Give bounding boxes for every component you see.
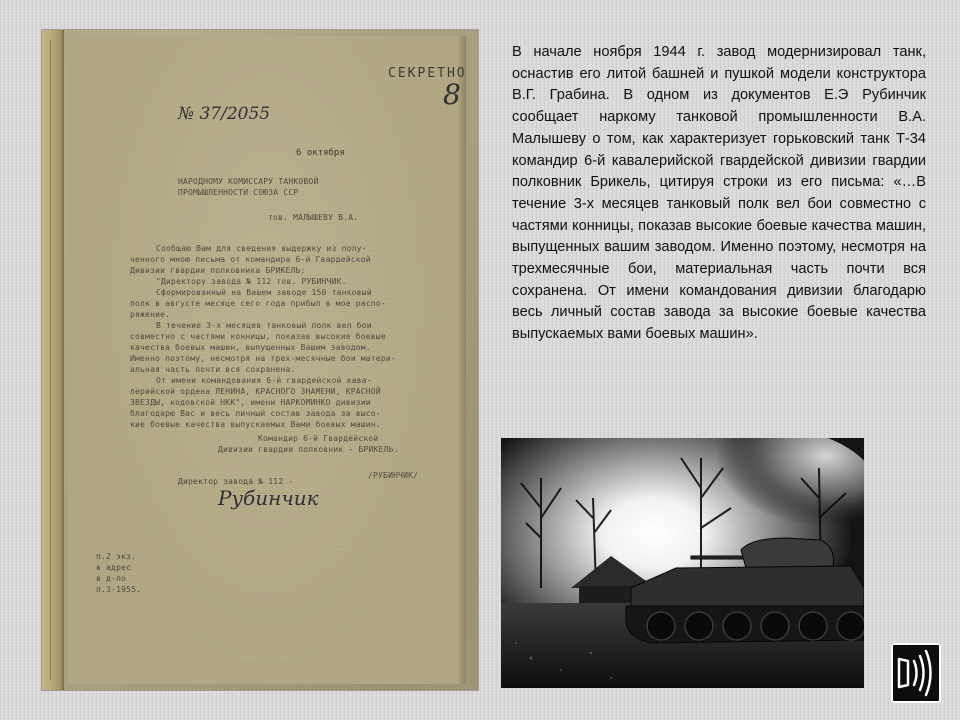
- body-line: Именно поэтому, несмотря на трех-месячные бои матери-: [130, 354, 396, 363]
- addressee-line: НАРОДНОМУ КОМИССАРУ ТАНКОВОЙ: [178, 177, 319, 186]
- body-line: благодарю Вас и весь личный состав завода за высо-: [130, 409, 381, 418]
- director-name: /РУБИНЧИК/: [368, 471, 419, 480]
- footer-line: п.3-1955.: [96, 585, 142, 594]
- tank-night-photo: [501, 438, 864, 688]
- body-line: лерийской ордена ЛЕНИНА, КРАСНОГО ЗНАМЕНИ, КРАСНОЙ: [130, 387, 381, 396]
- body-line: Сформированный на Вашем заводе 150 танковый: [156, 288, 372, 297]
- secret-stamp: СЕКРЕТНО: [388, 66, 467, 81]
- registration-number: № 37/2055: [178, 104, 271, 124]
- footer-line: в д-ло: [96, 574, 127, 583]
- tank-photo-illustration: [501, 438, 864, 688]
- director-line: Директор завода № 112 -: [178, 477, 294, 486]
- footer-line: п.2 экз.: [96, 552, 137, 561]
- body-line: совместно с частями конницы, показав высокие боевые: [130, 332, 386, 341]
- document-page: [68, 36, 466, 684]
- handwritten-signature: Рубинчик: [218, 486, 319, 510]
- handwritten-page-number: 8: [443, 78, 461, 111]
- body-line: Дивизии гвардии полковника БРИКЕЛЬ:: [130, 266, 306, 275]
- footer-line: в адрес: [96, 563, 132, 572]
- body-line: ЗВЕЗДЫ, кодовской НКК", имени НАРКОМИНКО дивизии: [130, 398, 371, 407]
- body-line: альная часть почти вся сохранена.: [130, 365, 296, 374]
- body-line: полк в августе месяце сего года прибыл в мое распо-: [130, 299, 386, 308]
- addressee-line: ПРОМЫШЛЕННОСТИ СОЮЗА ССР: [178, 188, 299, 197]
- document-binding: [42, 30, 64, 690]
- body-line: ряжение.: [130, 310, 171, 319]
- sound-button[interactable]: [891, 643, 941, 703]
- document-date: 6 октября: [296, 148, 345, 158]
- body-line: кие боевые качества выпускаемых Вами боевых машин.: [130, 420, 381, 429]
- sound-icon: [893, 645, 939, 701]
- signature-line: Дивизии гвардии полковник - БРИКЕЛЬ.: [218, 445, 399, 454]
- body-line: Сообщаю Вам для сведения выдержку из полу-: [156, 244, 367, 253]
- body-line: От имени командования 6-й гвардейской кава-: [156, 376, 372, 385]
- archival-document-image: [42, 30, 478, 690]
- addressee-name: тов. МАЛЫШЕВУ В.А.: [268, 213, 359, 222]
- body-line: В течение 3-х месяцев танковый полк вел бои: [156, 321, 372, 330]
- body-line: качества боевых машин, выпущенных Вашим заводом.: [130, 343, 371, 352]
- body-line: "Директору завода № 112 тов. РУБИНЧИК.: [156, 277, 347, 286]
- body-line: ченного мною письма от командира 6-й Гвардейской: [130, 255, 371, 264]
- document-page-edge: [456, 36, 466, 684]
- signature-line: Командир 6-й Гвардейской: [258, 434, 379, 443]
- description-text: В начале ноября 1944 г. завод модернизировал танк, оснастив его литой башней и пушкой модели конструктора В.Г. Грабина. В одном из документов Е.Э Рубинчик сообщает наркому танковой промышленности В.А. Малышеву о том, как характеризует горьковский танк Т-34 командир 6-й кавалерийской гвардейской дивизии гвардии полковник Брикель, цитируя строки из его письма: «…В течение 3-х месяцев танковый полк вел бои совместно с частями конницы, показав высокие боевые качества машин, выпущенных вашим заводом. Именно поэтому, несмотря на трехмесячные бои, материальная часть почти вся сохранена. От имени командования дивизии благодарю весь личный состав завода за высокие боевые качества выпускаемых вами боевых машин».: [512, 44, 926, 343]
